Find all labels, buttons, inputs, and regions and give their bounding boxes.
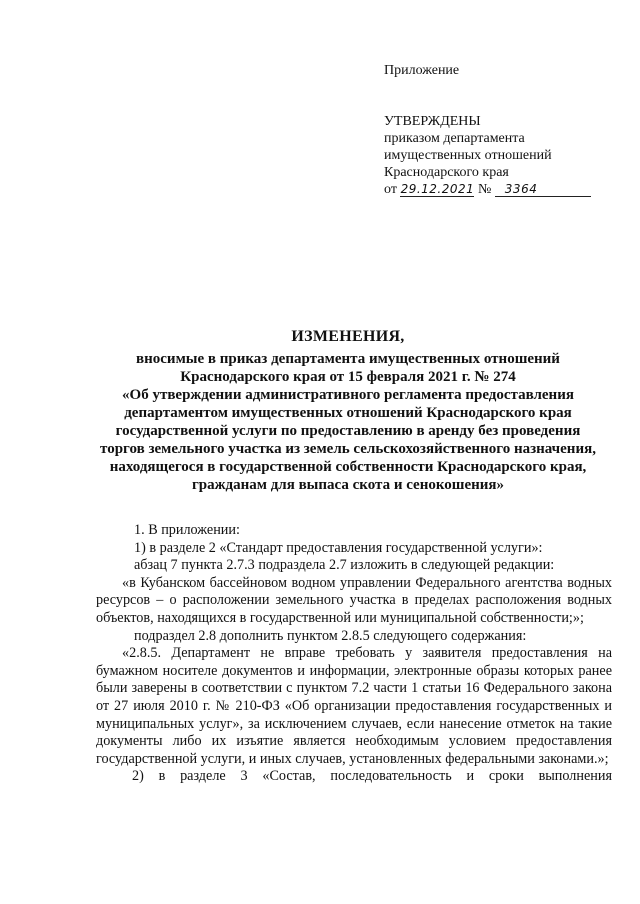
title-line: гражданам для выпаса скота и сенокошения»	[191, 477, 505, 493]
approval-stamp	[384, 62, 614, 198]
document-body	[96, 522, 612, 786]
title-main: ИЗМЕНЕНИЯ,	[291, 328, 405, 345]
paragraph-5: подраздел 2.8 дополнить пунктом 2.8.5 следующего содержания:	[134, 627, 527, 644]
handwritten-number: 3364	[495, 182, 591, 197]
title-line: Краснодарского края от 15 февраля 2021 г. № 274	[180, 369, 516, 385]
appendix-label: Приложение	[384, 63, 460, 78]
number-prefix: №	[477, 182, 492, 197]
paragraph-7: 2) в разделе 3 «Состав, последовательность и сроки выполнения	[132, 768, 612, 785]
approval-line-3: Краснодарского края	[384, 165, 509, 180]
title-line: «Об утверждении административного регламента предоставления	[122, 387, 574, 403]
date-prefix: от	[384, 182, 397, 197]
approved-label: УТВЕРЖДЕНЫ	[384, 114, 481, 129]
approval-line-1: приказом департамента	[384, 131, 525, 146]
paragraph-4: «в Кубанском бассейновом водном управлении Федерального агентства водных ресурсов – о расположении земельного участка в пределах расположения водных объектов, находящихся в государственной или муниципальной собственности;»;	[96, 574, 612, 626]
document-title	[78, 328, 618, 494]
title-line: департаментом имущественных отношений Краснодарского края	[124, 405, 572, 421]
approval-line-2: имущественных отношений	[384, 148, 552, 163]
paragraph-3: абзац 7 пункта 2.7.3 подраздела 2.7 изложить в следующей редакции:	[134, 557, 555, 574]
title-line: находящегося в государственной собственности Краснодарского края,	[109, 459, 587, 475]
paragraph-1: 1. В приложении:	[134, 522, 240, 538]
title-line: торгов земельного участка из земель сельскохозяйственного назначения,	[100, 441, 596, 457]
handwritten-date: 29.12.2021	[400, 182, 475, 196]
paragraph-6: «2.8.5. Департамент не вправе требовать у заявителя предоставления на бумажном носителе документов и информации, электронные образы которых ранее были заверены в соответствии с пунктом 7.2 части 1 статьи 16 Федерального закона от 27 июля 2010 г. № 210-ФЗ «Об организации предоставления государственных и муниципальных услуг», за исключением случаев, если нанесение отметок на такие документы либо их изъятие является необходимым условием предоставления государственной услуги, и иных случаев, установленных федеральными законами.»;	[96, 645, 612, 767]
title-line: государственной услуги по предоставлению в аренду без проведения	[115, 423, 581, 439]
title-line: вносимые в приказ департамента имущественных отношений	[136, 351, 560, 367]
approval-date-line	[384, 181, 614, 198]
paragraph-2: 1) в разделе 2 «Стандарт предоставления государственной услуги»:	[134, 539, 543, 556]
